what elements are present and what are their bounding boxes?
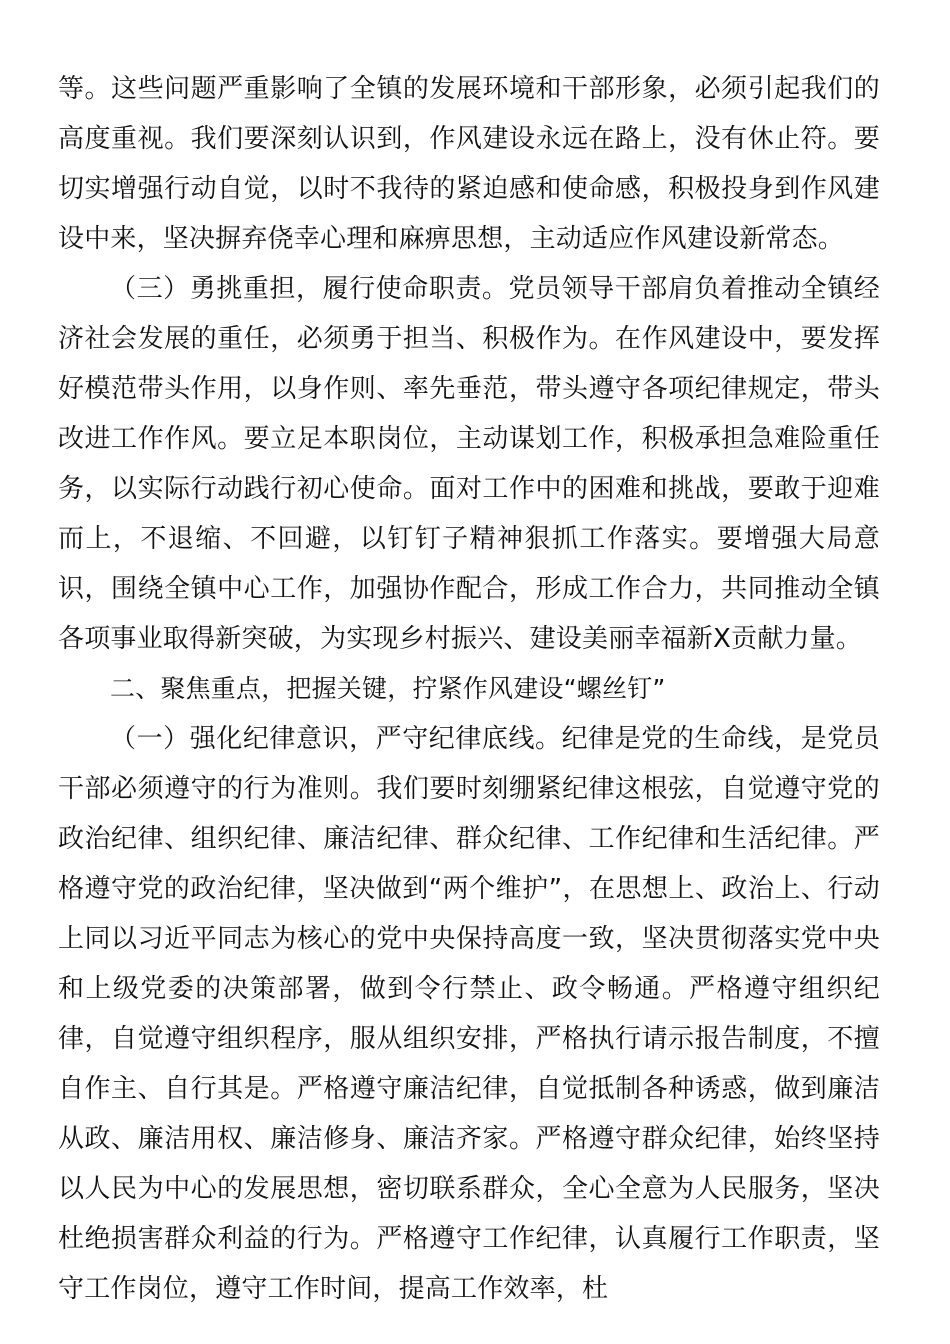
- section-heading-2: 二、聚焦重点，把握关键，拧紧作风建设“螺丝钉”: [110, 674, 666, 703]
- paragraph-2: （三）勇挑重担，履行使命职责。党员领导干部肩负着推动全镇经济社会发展的重任，必须勇于担当、积极作为。在作风建设中，要发挥好模范带头作用，以身作则、率先垂范，带头遵守各项纪律规定，带头改进工作作风。要立足本职岗位，主动谋划工作，积极承担急难险重任务，以实际行动践行初心使命。面对工作中的困难和挑战，要敢于迎难而上，不退缩、不回避，以钉钉子精神狠抓工作落实。要增强大局意识，围绕全镇中心工作，加强协作配合，形成工作合力，共同推动全镇各项事业取得新突破，为实现乡村振兴、建设美丽幸福新X贡献力量。: [58, 274, 880, 654]
- paragraph-1: 等。这些问题严重影响了全镇的发展环境和干部形象，必须引起我们的高度重视。我们要深刻认识到，作风建设永远在路上，没有休止符。要切实增强行动自觉，以时不我待的紧迫感和使命感，积极投身到作风建设中来，坚决摒弃侥幸心理和麻痹思想，主动适应作风建设新常态。: [58, 74, 880, 254]
- document-body: [58, 64, 880, 1314]
- paragraph-3: （一）强化纪律意识，严守纪律底线。纪律是党的生命线，是党员干部必须遵守的行为准则。我们要时刻绷紧纪律这根弦，自觉遵守党的政治纪律、组织纪律、廉洁纪律、群众纪律、工作纪律和生活纪律。严格遵守党的政治纪律，坚决做到“两个维护”，在思想上、政治上、行动上同以习近平同志为核心的党中央保持高度一致，坚决贯彻落实党中央和上级党委的决策部署，做到令行禁止、政令畅通。严格遵守组织纪律，自觉遵守组织程序，服从组织安排，严格执行请示报告制度，不擅自作主、自行其是。严格遵守廉洁纪律，自觉抵制各种诱惑，做到廉洁从政、廉洁用权、廉洁修身、廉洁齐家。严格遵守群众纪律，始终坚持以人民为中心的发展思想，密切联系群众，全心全意为人民服务，坚决杜绝损害群众利益的行为。严格遵守工作纪律，认真履行工作职责，坚守工作岗位，遵守工作时间，提高工作效率，杜: [58, 724, 880, 1304]
